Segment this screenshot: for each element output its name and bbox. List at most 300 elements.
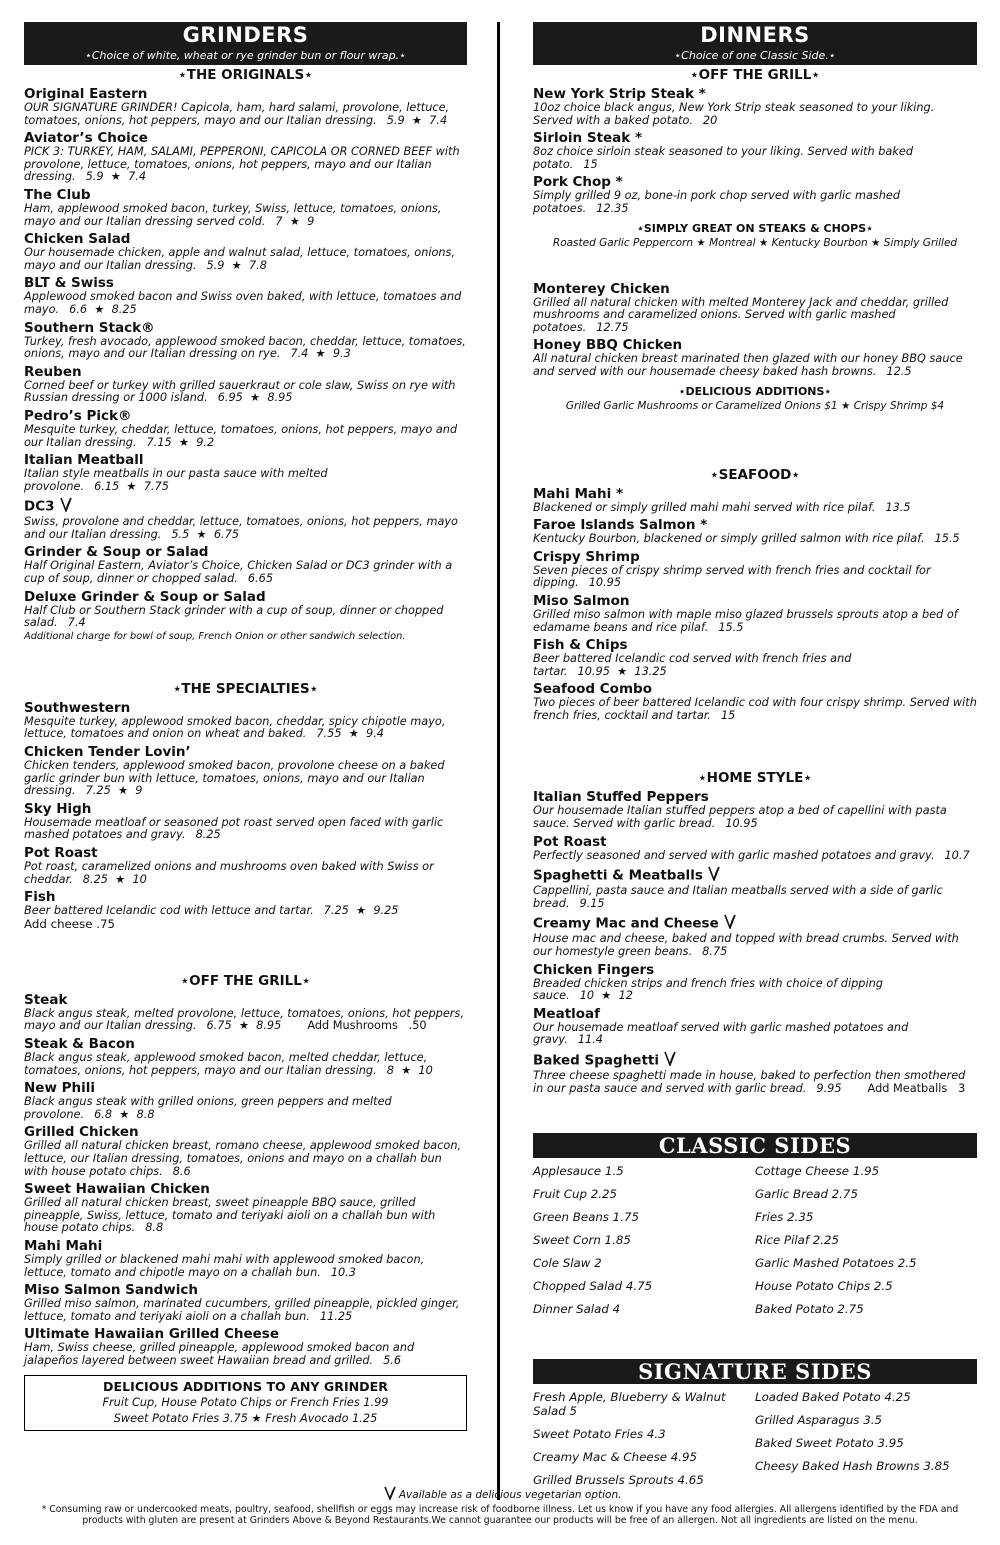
item-description-text: Our housemade chicken, apple and walnut salad, lettuce, tomatoes, onions, mayo and our Italian dressing. [24,246,456,272]
item-description [24,817,467,842]
homestyle-list [533,790,977,1095]
item-name-text: Sweet Hawaiian Chicken [24,1181,210,1198]
item-price: 5.6 [383,1353,402,1367]
item-name-text: Spaghetti & Meatballs [533,867,703,884]
item-description-text: Simply grilled or blackened mahi mahi with applewood smoked bacon, lettuce, tomato and chipotle mayo on a challah bun. [24,1252,425,1279]
item-description [533,697,977,722]
item-price: 7.4 [67,616,86,630]
side-item: Fresh Apple, Blueberry & Walnut Salad 5 [533,1390,726,1419]
item-name-text: Chicken Tender Lovin’ [24,744,191,761]
item-description-text: OUR SIGNATURE GRINDER! Capicola, ham, hard salami, provolone, lettuce, tomatoes, onions, hot peppers, mayo and our Italian dressing. [24,101,450,127]
menu-item [533,282,977,335]
item-addon: Add cheese .75 [24,916,115,931]
item-name-text: Aviator’s Choice [24,130,148,147]
item-description [24,336,467,361]
item-name-text: Pedro’s Pick® [24,407,132,424]
side-item: Cole Slaw 2 [533,1256,602,1271]
side-item: House Potato Chips 2.5 [755,1279,893,1294]
item-name-text: Grinder & Soup or Salad [24,544,209,561]
item-price: 8.25 ★ 10 [82,872,147,886]
item-description [533,190,977,215]
item-description [24,1342,467,1367]
item-description [24,203,467,228]
side-item: Cottage Cheese 1.95 [755,1164,880,1179]
menu-item [24,232,467,272]
side-item: Applesauce 1.5 [533,1164,624,1179]
item-description-text: Grilled miso salmon with maple miso glazed brussels sprouts atop a bed of edamame beans and rice pilaf. [533,607,958,634]
grinder-additions-box [24,1375,467,1431]
menu-item [24,1327,467,1367]
leaf-icon [724,914,736,933]
item-price: 8.25 [195,828,221,842]
item-description [533,353,977,378]
item-description-text: Mesquite turkey, cheddar, lettuce, tomatoes, onions, hot peppers, mayo and our Italian dressing. [24,422,458,449]
signature-sides-list [533,1390,977,1496]
item-description [533,297,977,335]
item-description [533,609,977,634]
item-description [24,1008,467,1033]
item-name [24,188,467,203]
item-description-text: Blackened or simply grilled mahi mahi served with rice pilaf. [533,500,876,514]
item-name-text: Grilled Chicken [24,1124,139,1141]
item-name [24,321,467,336]
item-description-text: Italian style meatballs in our pasta sauce with melted provolone. [24,467,328,493]
item-description [24,291,467,316]
item-price: 15.5 [934,532,960,546]
item-description-text: Turkey, fresh avocado, applewood smoked bacon, cheddar, lettuce, tomatoes, onions, mayo and our Italian dressing on rye. [24,334,466,361]
item-description-text: Half Original Eastern, Aviator’s Choice, Chicken Salad or DC3 grinder with a cup of soup, dinner or chopped salad. [24,559,453,586]
item-name [24,232,467,247]
side-item: Green Beans 1.75 [533,1210,639,1225]
menu-item [24,188,467,228]
item-price: 6.95 ★ 8.95 [217,391,293,405]
menu-item [24,1125,467,1178]
item-name-text: Mahi Mahi [24,1237,103,1254]
item-description-text: 8oz choice sirloin steak seasoned to your liking. Served with baked potato. [533,145,914,171]
menu-item [533,835,977,863]
item-name [533,518,977,533]
item-description [24,468,467,493]
menu-item [533,87,977,127]
item-price: 5.9 ★ 7.4 [85,170,147,184]
dinners-banner [533,22,977,65]
specialties-header: ⋆THE SPECIALTIES⋆ [172,680,319,697]
seafood-header: ⋆SEAFOOD⋆ [710,466,800,483]
item-price: 20 [702,113,718,127]
steaks-seasonings: Roasted Garlic Peppercorn ★ Montreal ★ Kentucky Bourbon ★ Simply Grilled [552,236,958,249]
leaf-icon [708,866,720,885]
footer [20,1486,980,1526]
item-description-text: Mesquite turkey, applewood smoked bacon, cheddar, spicy chipotle mayo, lettuce, tomatoes and onion on wheat and baked. [24,714,446,741]
item-addon: Add Mushrooms .50 [307,1019,427,1033]
item-description [24,1254,467,1279]
item-description-text: Seven pieces of crispy shrimp served with french fries and cocktail for dipping. [533,563,931,590]
item-name [24,1239,467,1254]
dinner-additions-line: Grilled Garlic Mushrooms or Caramelized Onions $1 ★ Crispy Shrimp $4 [565,399,945,412]
column-divider [497,22,500,1500]
item-price: 8.75 [702,945,728,959]
item-name [24,1327,467,1342]
item-name-text: Pot Roast [24,845,98,861]
item-name-text: Meatloaf [533,1005,601,1022]
item-price: 12.5 [886,364,912,378]
item-name [24,890,467,905]
menu-item [533,550,977,590]
side-item: Cheesy Baked Hash Browns 3.85 [755,1459,950,1474]
menu-item [533,1051,977,1095]
item-description [24,1096,467,1121]
item-description-text: Grilled all natural chicken breast, sweet pineapple BBQ sauce, grilled pineapple, Swiss, lettuce, tomato and teriyaki aioli on a challah bun with house potato chips. [24,1196,436,1235]
specialties-list [24,701,467,931]
item-price: 5.5 ★ 6.75 [171,527,240,541]
menu-item [24,321,467,361]
menu-item [533,131,977,171]
item-description-text: Cappellini, pasta sauce and Italian meatballs served with a side of garlic bread. [533,884,943,910]
item-description [533,1070,977,1095]
item-description [533,102,977,127]
item-name [24,1037,467,1052]
grinder-grill-list [24,993,467,1368]
item-name-text: Sky High [24,800,92,817]
signature-sides-title: SIGNATURE SIDES [638,1359,872,1385]
item-price: 10.95 [588,576,622,590]
item-name-text: Pork Chop * [533,174,623,191]
item-description-text: Our housemade meatloaf served with garlic mashed potatoes and gravy. [533,1020,909,1047]
side-item: Sweet Potato Fries 4.3 [533,1427,666,1442]
item-name [533,638,977,653]
signature-sides-banner [533,1359,977,1384]
item-price: 10.7 [944,848,970,862]
item-description-text: Beer battered Icelandic cod with lettuce and tartar. [24,904,314,918]
item-name [24,365,467,380]
item-name [533,550,977,565]
side-item: Creamy Mac & Cheese 4.95 [533,1450,698,1465]
item-name-text: Miso Salmon Sandwich [24,1282,199,1299]
allergen-disclaimer: * Consuming raw or undercooked meats, poultry, seafood, shellfish or eggs may increase risk of foodborne illness. Let us know if you have any food allergies. All allergens identified by the FDA and products with gluten are present at Grinders Above & Beyond Restaurants.We cannot guarantee our products will be free of an allergen. Not all ingredients are listed on the menu. [41,1504,959,1526]
item-price: 6.75 ★ 8.95 [206,1019,282,1033]
item-name-text: The Club [24,186,91,203]
menu-item [24,1182,467,1235]
item-price: 9.95 [816,1081,842,1095]
item-name [533,175,977,190]
item-description [533,850,977,863]
item-name [533,594,977,609]
menu-item [533,914,977,958]
item-description-text: All natural chicken breast marinated then glazed with our honey BBQ sauce and served with our housemade cheesy baked hash browns. [533,352,963,378]
item-description-text: Kentucky Bourbon, blackened or simply grilled salmon with rice pilaf. [533,532,925,546]
leaf-icon [384,1486,396,1504]
item-name-text: Italian Stuffed Peppers [533,789,709,806]
side-item: Fruit Cup 2.25 [533,1187,617,1202]
item-price: 7.15 ★ 9.2 [146,435,215,449]
item-description [533,978,977,1003]
item-price: 6.8 ★ 8.8 [94,1107,155,1121]
menu-item [533,175,977,215]
item-description [24,424,467,449]
menu-item [24,745,467,798]
item-description-text: Housemade meatloaf or seasoned pot roast served open faced with garlic mashed potatoes and gravy. [24,815,444,842]
menu-item [24,846,467,886]
item-name [533,1007,977,1022]
item-price: 15 [583,157,598,171]
dinners-column [533,22,977,1496]
item-price: 15.5 [718,620,744,634]
item-description [24,605,467,630]
item-description-text: 10oz choice black angus, New York Strip steak seasoned to your liking. Served with a baked potato. [533,101,935,127]
item-name [24,802,467,817]
item-name [24,993,467,1008]
veg-note-text: Available as a delicious vegetarian option. [398,1489,622,1501]
item-name-text: Crispy Shrimp [533,548,640,565]
item-description [24,905,467,918]
classic-sides-list [533,1164,977,1325]
dinner-grill-header: ⋆OFF THE GRILL⋆ [690,67,820,83]
item-name-text: Steak & Bacon [24,1035,135,1052]
grinders-subtitle: ⋆Choice of white, wheat or rye grinder bun or flour wrap.⋆ [84,49,407,62]
item-price: 10.95 ★ 13.25 [577,664,667,678]
dinners-subtitle: ⋆Choice of one Classic Side.⋆ [674,49,836,62]
item-price: 12.35 [596,201,629,215]
item-description [533,533,977,546]
item-name [533,131,977,146]
chicken-list [533,282,977,379]
item-name-text: Faroe Islands Salmon * [533,517,708,534]
item-description [533,146,977,171]
menu-item [533,682,977,722]
signature-sides-right [755,1390,977,1496]
item-name-text: Reuben [24,363,82,380]
side-item: Grilled Asparagus 3.5 [755,1413,882,1428]
menu-item [533,790,977,830]
side-item: Sweet Corn 1.85 [533,1233,631,1248]
item-description-text: Simply grilled 9 oz, bone-in pork chop served with garlic mashed potatoes. [533,189,901,215]
side-item: Baked Sweet Potato 3.95 [755,1436,904,1451]
item-name [24,276,467,291]
signature-sides-left [533,1390,755,1496]
menu-item [24,87,467,127]
item-description [24,560,467,585]
originals-list [24,87,467,630]
grinders-banner [24,22,467,65]
item-name [533,790,977,805]
item-description-text: Grilled miso salmon, marinated cucumbers, grilled pineapple, pickled ginger, lettuce, tomato and teriyaki aioli on a challah bun. [24,1297,460,1323]
item-description-text: Beer battered Icelandic cod served with french fries and tartar. [533,652,852,678]
item-name-text: Miso Salmon [533,592,630,609]
menu-item [24,409,467,449]
item-name [24,846,467,861]
item-addon: Add Meatballs 3 [867,1081,966,1095]
item-description-text: Our housemade Italian stuffed peppers atop a bed of capellini with pasta sauce. Served with garlic bread. [533,804,947,831]
side-item: Loaded Baked Potato 4.25 [755,1390,911,1405]
item-price: 10.3 [330,1265,356,1279]
item-name [533,282,977,297]
item-description [24,102,467,127]
item-name [533,87,977,102]
item-price: 9.15 [579,896,605,910]
item-description [533,805,977,830]
item-name [533,914,977,933]
item-name-text: BLT & Swiss [24,275,114,292]
grinders-title: GRINDERS [182,23,309,47]
item-description [533,1022,977,1047]
item-description [24,861,467,886]
item-description-text: House mac and cheese, baked and topped with bread crumbs. Served with our homestyle green beans. [533,932,959,959]
item-name [533,835,977,850]
item-name-text: Southern Stack® [24,319,155,336]
item-name-text: Chicken Fingers [533,961,655,978]
item-name [24,745,467,760]
item-description [24,760,467,798]
side-item: Dinner Salad 4 [533,1302,621,1317]
menu-item [24,1239,467,1279]
item-description-text: Grilled all natural chicken with melted Monterey Jack and cheddar, grilled mushrooms and caramelized onions. Served with garlic mashed potatoes. [533,295,949,334]
menu-item [24,365,467,405]
item-name [24,87,467,102]
menu-item [533,638,977,678]
originals-note: Additional charge for bowl of soup, French Onion or other sandwich selection. [24,630,406,642]
item-price: 7.25 ★ 9 [85,784,143,798]
item-name-text: Pot Roast [533,833,607,850]
menu-item [24,802,467,842]
item-price: 12.75 [596,320,629,334]
item-description-text: Corned beef or turkey with grilled sauerkraut or cole slaw, Swiss on rye with Russian dressing or 1000 island. [24,378,456,405]
item-name [24,1283,467,1298]
item-name [24,545,467,560]
side-item: Baked Potato 2.75 [755,1302,864,1317]
item-name [24,1125,467,1140]
side-item: Grilled Brussels Sprouts 4.65 [533,1473,704,1488]
item-price: 6.15 ★ 7.75 [94,479,169,493]
seafood-list [533,487,977,723]
item-price: 7.55 ★ 9.4 [316,727,384,741]
item-description-text: Chicken tenders, applewood smoked bacon, provolone cheese on a baked garlic grinder bun with lettuce, tomatoes, onions, mayo and our Italian dressing. [24,759,445,798]
grinder-additions-title: DELICIOUS ADDITIONS TO ANY GRINDER [103,1379,388,1395]
item-price: 15 [720,708,736,722]
item-name [533,866,977,885]
item-name [24,497,467,516]
item-name-text: Monterey Chicken [533,280,670,297]
classic-sides-banner [533,1133,977,1158]
steaks-header: ⋆SIMPLY GREAT ON STEAKS & CHOPS⋆ [636,221,874,235]
item-name-text: Honey BBQ Chicken [533,337,683,354]
item-description [533,933,977,958]
item-name [533,963,977,978]
item-price: 8.8 [145,1221,164,1235]
menu-item [533,518,977,546]
menu-item [533,866,977,910]
item-description-text: Breaded chicken strips and french fries with choice of dipping sauce. [533,976,883,1003]
veg-note [20,1486,980,1504]
item-description [533,565,977,590]
item-price: 8.6 [172,1164,191,1178]
dinner-additions-header: ⋆DELICIOUS ADDITIONS⋆ [678,384,832,398]
menu-item [24,1283,467,1323]
item-description [24,716,467,741]
item-name-text: Southwestern [24,699,131,716]
dinners-title: DINNERS [700,23,810,47]
menu-item [533,594,977,634]
menu-item [24,1081,467,1121]
item-description [24,1052,467,1077]
menu-item [24,545,467,585]
item-description-text: Pot roast, caramelized onions and mushrooms oven baked with Swiss or cheddar. [24,860,434,886]
item-name-text: Mahi Mahi * [533,485,624,502]
side-item: Garlic Bread 2.75 [755,1187,858,1202]
item-description [533,885,977,910]
menu-item [24,276,467,316]
item-price: 10.95 [725,817,758,831]
item-name-text: Italian Meatball [24,452,144,469]
classic-sides-right [755,1164,977,1325]
item-price: 6.6 ★ 8.25 [69,302,137,316]
menu-item [533,487,977,515]
item-name-text: New York Strip Steak * [533,86,706,102]
side-item: Rice Pilaf 2.25 [755,1233,840,1248]
item-description [533,653,977,678]
item-description-text: PICK 3: TURKEY, HAM, SALAMI, PEPPERONI, CAPICOLA OR CORNED BEEF with provolone, lettuce, tomatoes, onions, hot peppers, mayo and our Italian dressing. [24,145,460,184]
item-description-text: Half Club or Southern Stack grinder with a cup of soup, dinner or chopped salad. [24,603,444,630]
menu-item [533,963,977,1003]
menu-item [24,993,467,1033]
item-name-text: Fish & Chips [533,637,628,654]
item-name [24,131,467,146]
item-name [533,487,977,502]
item-price: 11.25 [319,1309,353,1323]
item-description-text: Two pieces of beer battered Icelandic cod with four crispy shrimp. Served with french fries, cocktail and tartar. [533,696,977,722]
item-name [24,453,467,468]
item-name [24,590,467,605]
grinder-grill-header: ⋆OFF THE GRILL⋆ [180,972,311,989]
grinder-additions-line: Sweet Potato Fries 3.75 ★ Fresh Avocado 1.25 [113,1411,378,1425]
item-name-text: Sirloin Steak * [533,130,643,147]
item-description-text: Ham, Swiss cheese, grilled pineapple, applewood smoked bacon and jalapeños layered between sweet Hawaiian bread and grilled. [24,1341,415,1367]
item-name [24,1081,467,1096]
menu-item [24,1037,467,1077]
item-name-text: DC3 [24,498,55,515]
item-name-text: Creamy Mac and Cheese [533,915,719,932]
item-price: 11.4 [577,1033,603,1047]
item-price: 10 ★ 12 [579,989,633,1003]
item-description-text: Black angus steak, applewood smoked bacon, melted cheddar, lettuce, tomatoes, onions, hot peppers, mayo and our Italian dressing. [24,1050,428,1077]
menu-item [24,131,467,184]
item-name [24,1182,467,1197]
item-name-text: New Phili [24,1080,96,1097]
item-description-text: Three cheese spaghetti made in house, baked to perfection then smothered in our pasta sauce and served with garlic bread. [533,1069,966,1095]
item-name [533,338,977,353]
item-name-text: Ultimate Hawaiian Grilled Cheese [24,1326,279,1343]
item-description [24,1197,467,1235]
item-price: 13.5 [885,500,911,514]
item-description [24,146,467,184]
item-name-text: Original Eastern [24,86,148,102]
item-description [24,516,467,541]
grinder-additions-line: Fruit Cup, House Potato Chips or French Fries 1.99 [102,1396,389,1410]
menu-item [24,497,467,541]
item-name-text: Deluxe Grinder & Soup or Salad [24,588,266,605]
item-description-text: Swiss, provolone and cheddar, lettuce, tomatoes, onions, hot peppers, mayo and our Italian dressing. [24,515,458,541]
item-description-text: Black angus steak, melted provolone, lettuce, tomatoes, onions, hot peppers, mayo and our Italian dressing. [24,1006,464,1033]
item-price: 7.25 ★ 9.25 [323,904,399,918]
dinner-grill-list [533,87,977,216]
menu-item [533,1007,977,1047]
item-description-text: Ham, applewood smoked bacon, turkey, Swiss, lettuce, tomatoes, onions, mayo and our Italian dressing served cold. [24,201,442,228]
item-name-text: Fish [24,889,56,906]
item-description [24,1298,467,1323]
classic-sides-title: CLASSIC SIDES [658,1133,852,1159]
menu-item [533,338,977,378]
item-price: 7.4 ★ 9.3 [290,347,351,361]
item-description [24,247,467,272]
